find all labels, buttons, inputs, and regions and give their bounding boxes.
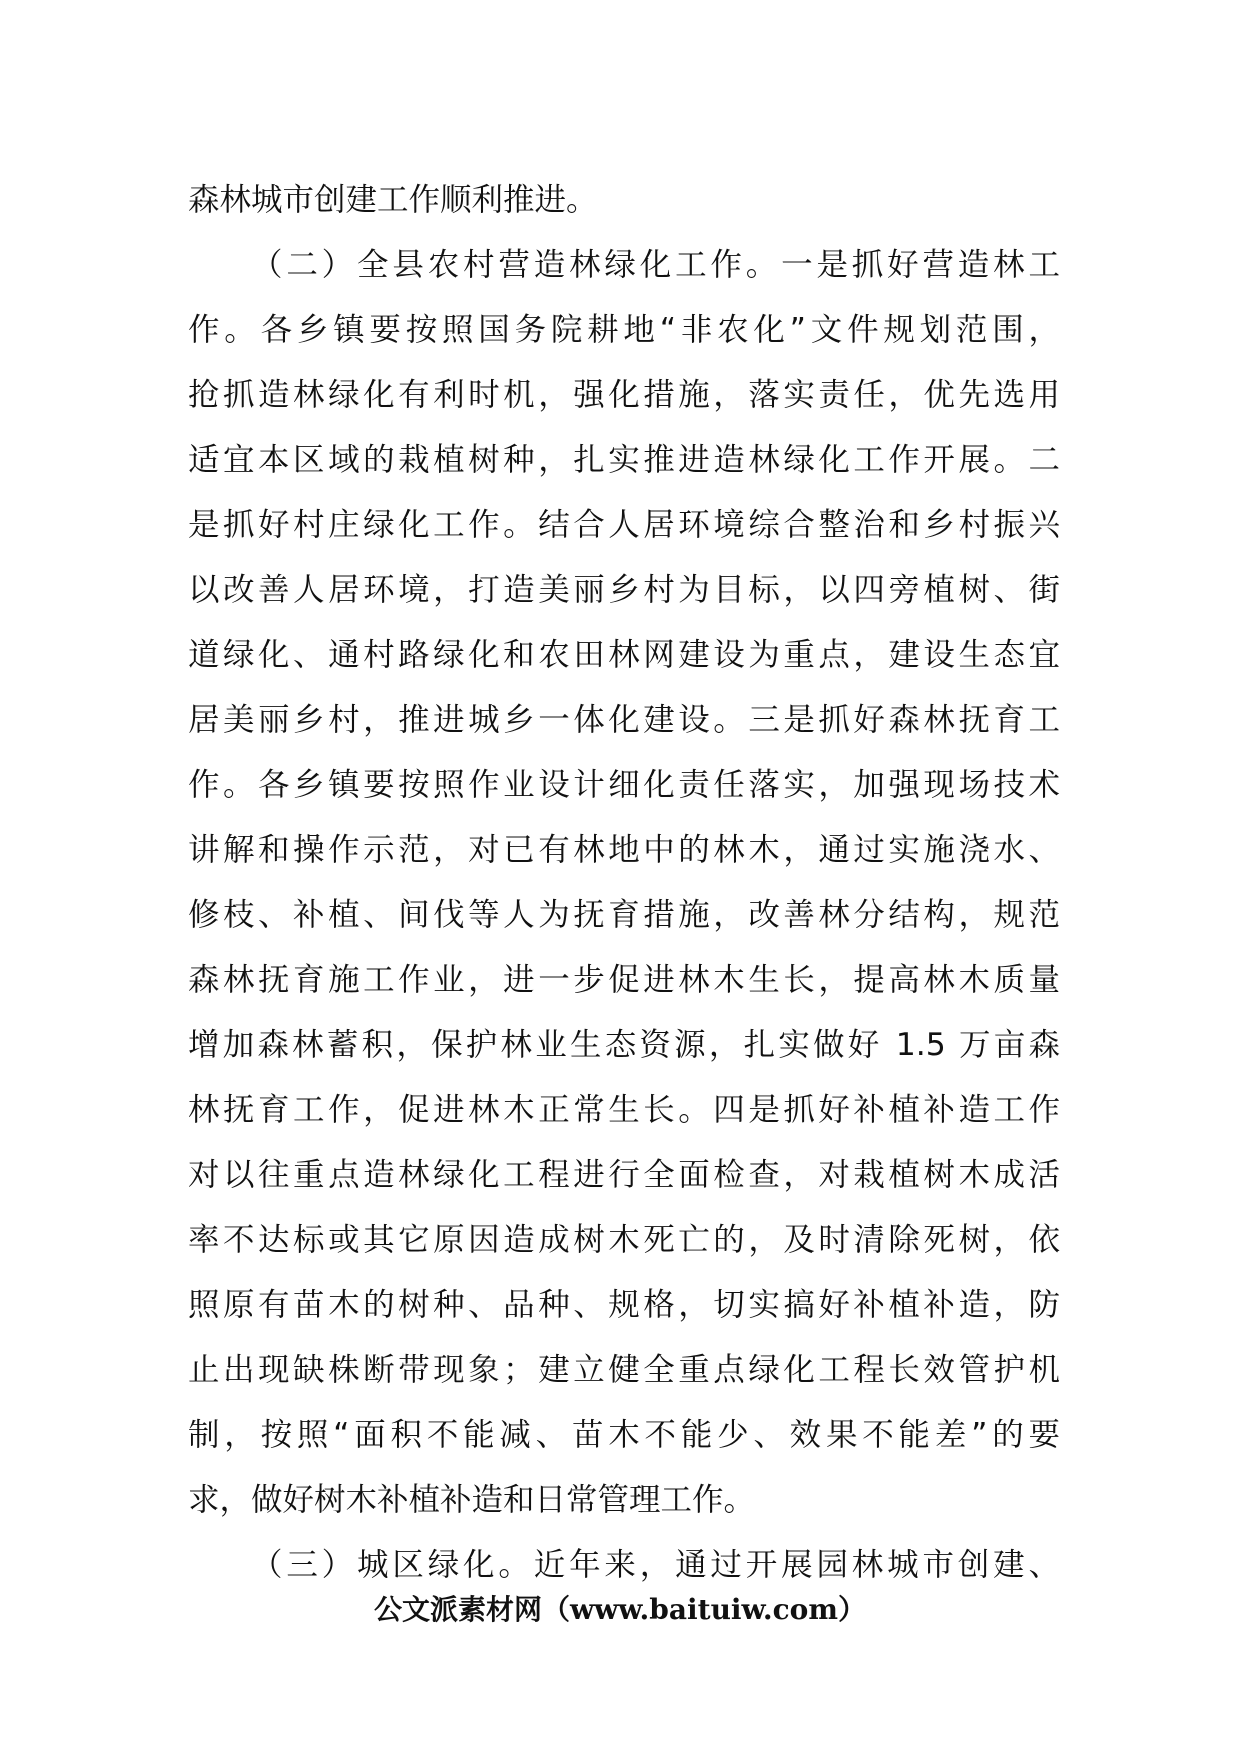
text-line: 作。各乡镇要按照国务院耕地“非农化”文件规划范围，: [188, 312, 1060, 348]
text-line: 作。各乡镇要按照作业设计细化责任落实，加强现场技术: [188, 767, 1060, 803]
text-line: 以改善人居环境，打造美丽乡村为目标，以四旁植树、街: [188, 572, 1060, 608]
text-line: 照原有苗木的树种、品种、规格，切实搞好补植补造，防: [188, 1287, 1060, 1323]
text-line: 修枝、补植、间伐等人为抚育措施，改善林分结构，规范: [188, 897, 1060, 933]
document-body: [188, 168, 1060, 1598]
text-line: （三）城区绿化。近年来，通过开展园林城市创建、: [251, 1547, 1060, 1583]
text-line: 居美丽乡村，推进城乡一体化建设。三是抓好森林抚育工: [188, 702, 1060, 738]
text-line: 森林抚育施工作业，进一步促进林木生长，提高林木质量: [188, 962, 1060, 998]
text-line: 求，做好树木补植补造和日常管理工作。: [188, 1482, 756, 1518]
text-line: （二）全县农村营造林绿化工作。一是抓好营造林工: [251, 247, 1060, 283]
text-line: 森林城市创建工作顺利推进。: [188, 182, 598, 218]
text-line: 止出现缺株断带现象；建立健全重点绿化工程长效管护机: [188, 1352, 1060, 1388]
text-line: 率不达标或其它原因造成树木死亡的，及时清除死树，依: [188, 1222, 1060, 1258]
text-line: 林抚育工作，促进林木正常生长。四是抓好补植补造工作: [188, 1092, 1060, 1128]
text-line: 适宜本区域的栽植树种，扎实推进造林绿化工作开展。二: [188, 442, 1060, 478]
footer-watermark: 公文派素材网（www.baituiw.com）: [374, 1593, 866, 1626]
text-line: 道绿化、通村路绿化和农田林网建设为重点，建设生态宜: [188, 637, 1060, 673]
text-line: 增加森林蓄积，保护林业生态资源，扎实做好 1.5 万亩森: [188, 1027, 1060, 1063]
text-line: 抢抓造林绿化有利时机，强化措施，落实责任，优先选用: [188, 377, 1060, 413]
text-line: 讲解和操作示范，对已有林地中的林木，通过实施浇水、: [188, 832, 1060, 868]
text-line: 对以往重点造林绿化工程进行全面检查，对栽植树木成活: [188, 1157, 1060, 1193]
text-line: 是抓好村庄绿化工作。结合人居环境综合整治和乡村振兴: [188, 507, 1060, 543]
text-line: 制，按照“面积不能减、苗木不能少、效果不能差”的要: [188, 1417, 1060, 1453]
